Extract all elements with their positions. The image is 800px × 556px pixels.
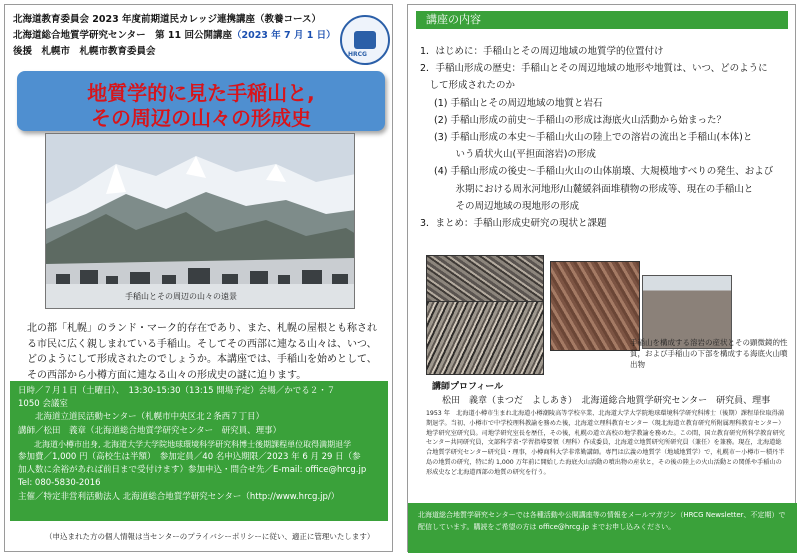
profile-name: 松田 義章（まつだ よしあき） 北海道総合地質学研究センター 研究員、理事 [442, 396, 771, 406]
toc-item-2-2: (2) 手稲山形成の前史～手稲山の形成は海底火山活動から始まった？ [434, 114, 726, 126]
toc-item-2-cont: して形成されたのか [420, 80, 516, 92]
info-line-tel: Tel: 080-5830-2016 [18, 478, 101, 489]
intro-paragraph: 北の都「札幌」のランド・マーク的存在であり、また、札幌の屋根とも称される市民に広く親しまれている手稲山。そしてその西部に連なる山々は、いつ、どのようにして形成されたのでしょうか。本講座では、手稲山を始めとして、その西部から小樽方面に連なる山々の形成史の謎に迫ります。 [27, 323, 377, 381]
toc-item-1: 1．はじめに：手稲山とその周辺地域の地質学的位置付け [420, 46, 664, 57]
hrcg-seal-logo [340, 15, 390, 65]
toc-item-2-3: (3) 手稲山形成の本史～手稲山火山の陸上での溶岩の流出と手稲山(本体)と [434, 132, 753, 144]
seal-text: HRCG [348, 51, 367, 58]
profile-heading: 講師プロフィール [432, 382, 504, 392]
rock-caption: 手稲山を構成する溶岩の産状とその顕微鏡的性質，および手稲山の下部を構成する海底火山噴出物 [630, 338, 788, 369]
rock-thin-section-image-2 [426, 301, 544, 375]
info-line-fee: 参加費／1,000 円（高校生は半額） 参加定員／40 名申込期限／2023 年 6 月 29 日（参 [18, 452, 361, 463]
info-line-venue: 北海道立道民活動センター（札幌市中央区北２条西７丁目） [18, 412, 265, 423]
seal-emblem-icon [354, 31, 376, 49]
toc-item-2: 2．手稲山形成の歴史：手稲山とその周辺地域の地形や地質は、いつ、どのように [420, 63, 768, 75]
info-line-lecturer: 講師／松田 義章（北海道総合地質学研究センター 研究員、理事） [18, 425, 282, 436]
title-line-2: その周辺の山々の形成史 [91, 106, 311, 130]
toc-item-2-4-cont-1: 氷期における周氷河地形/山麓緩斜面堆積物の形成等、現在の手稲山と [446, 183, 754, 195]
info-line-room: 1050 会議室 [18, 399, 68, 410]
info-line-contact[interactable]: 加人数に余裕があれば前日まで受付けます）参加申込・問合せ先／E-mail: office@hrcg.jp [18, 465, 367, 476]
mountain-photo [45, 133, 355, 309]
header-line-2: 北海道総合地質学研究センター 第 11 回公開講座 [13, 30, 232, 41]
header-line-2-group [13, 29, 336, 43]
left-page [4, 4, 393, 552]
right-page [407, 4, 796, 552]
photo-caption: 手稲山とその周辺の山々の遠景 [125, 292, 237, 301]
info-line-datetime: 日時／７月１日（土曜日）、 13:30-15:30（13:15 開場予定）会場／かでる２・７ [18, 386, 336, 396]
toc-item-2-3-cont: いう盾状火山(平担面溶岩)の形成 [446, 149, 596, 161]
newsletter-footer[interactable]: 北海道総合地質学研究センターでは各種活動や公開講座等の情報をメールマガジン（HRCG Newsletter、不定期）で配信しています。購読をご希望の方は office@hrcg.jp までお申し込みください。 [408, 503, 797, 553]
toc-item-2-1: (1) 手稲山とその周辺地域の地質と岩石 [434, 97, 603, 109]
privacy-note: （申込まれた方の個人情報は当センターのプライバシーポリシーに従い、適正に管理いたします） [45, 532, 375, 541]
mountain-landscape-image [46, 134, 355, 309]
toc-item-2-4: (4) 手稲山形成の後史～手稲山火山の山体崩壊、大規模地すべりの発生、および [434, 166, 774, 178]
info-line-organizer[interactable]: 主催／特定非営利活動法人 北海道総合地質学研究センター（http://www.hrcg.jp/） [18, 491, 340, 502]
event-info-box [10, 381, 388, 521]
title-line-1: 地質学的に見た手稲山と, [87, 81, 315, 105]
info-line-lecturer-bio: 北海道小樽市出身, 北海道大学大学院地球環境科学研究科博士後期課程単位取得満期退学 [18, 439, 352, 449]
lava-outcrop-image [550, 261, 640, 351]
header-line-1: 北海道教育委員会 2023 年度前期道民カレッジ連携講座（教養コース） [13, 14, 321, 25]
header-date: （2023 年 7 月 1 日） [231, 30, 336, 41]
toc-item-3: 3．まとめ：手稲山形成史研究の現状と課題 [420, 218, 607, 230]
profile-body: 1953 年 北海道小樽市生まれ北海道小樽潮陵高等学校卒業、北海道大学大学院地球環境科学研究科博士（後期）課程単位取得満期退学。当初、小樽市で中学校理科教諭を務めた後，北海道立理科教育センター（現北海道立教育研究所附属理科教育センター）地学研究室研究員。司地学研究室長を歴任，その後，札幌の道立高校の地学教諭を務めた。この間，国立教育研究所科学教育研究センター共同研究員，文部科学省･学習指導要領（理科）作成委員，北海道立地質研究所研究員（兼任）を兼務。現在，北海道総合地質学研究センター研究員・理事，小樽商科大学非常勤講師。専門は広義の地質学（地域地質学）で，札幌市～小樽市～積丹半島の地質の研究，特に約 1,000 万年前に開始した海底火山活動の噴出物の産状と，その後の陸上の火山活動との関係や手稲山の形成史など北海道西部の地質の研究を行う。 [426, 410, 785, 476]
title-banner [17, 71, 385, 131]
lecture-contents [420, 43, 786, 232]
header-line-3: 後援 札幌市 札幌市教育委員会 [13, 46, 156, 57]
toc-item-2-4-cont-2: その周辺地域の現地形の形成 [446, 200, 580, 212]
section-title: 講座の内容 [416, 11, 788, 29]
